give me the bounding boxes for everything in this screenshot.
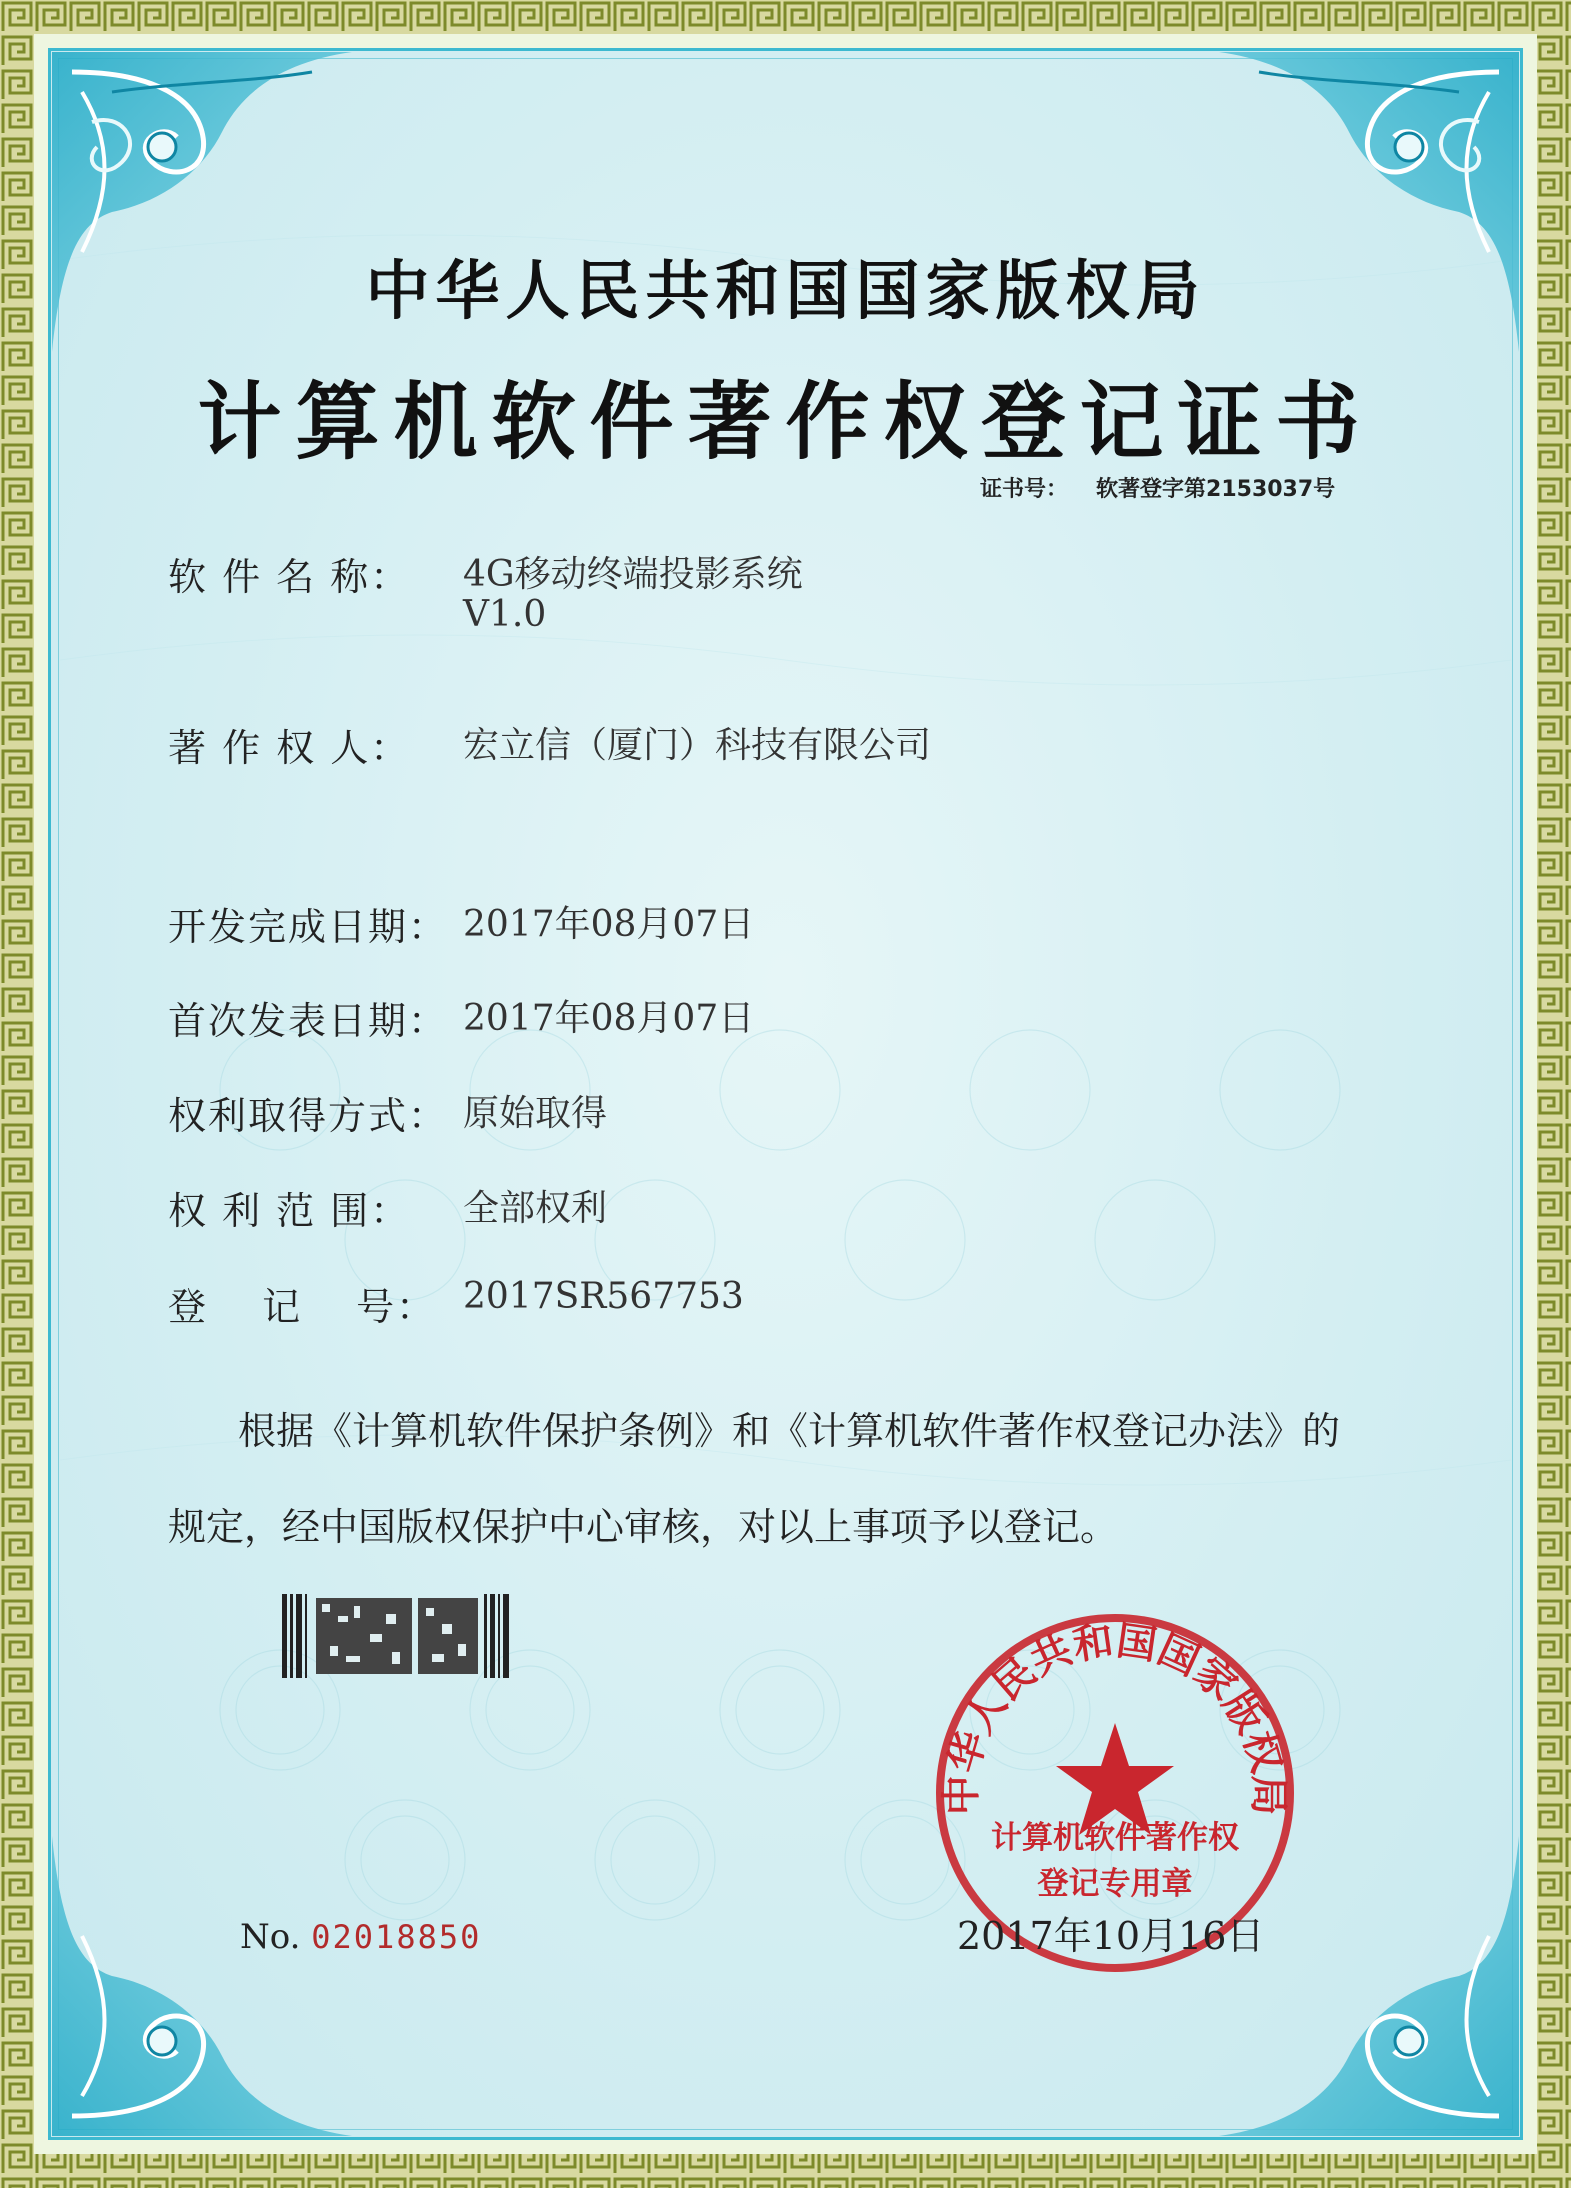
owner-value: 宏立信（厦门）科技有限公司	[463, 725, 932, 766]
statement-line-2: 规定，经中国版权保护中心审核，对以上事项予以登记。	[168, 1505, 1119, 1549]
serial-number	[240, 1917, 481, 1957]
barcode-icon	[282, 1594, 512, 1678]
pub-date-label: 首次发表日期：	[168, 999, 449, 1043]
issue-date: 2017年10月16日	[957, 1914, 1265, 1958]
owner-label: 著 作 权 人：	[168, 726, 411, 770]
scope-label: 权 利 范 围：	[168, 1189, 411, 1233]
pub-date-value: 2017年08月07日	[463, 998, 755, 1039]
software-name-label: 软 件 名 称：	[168, 555, 411, 599]
dev-date-value: 2017年08月07日	[463, 904, 755, 945]
certificate-title: 计算机软件著作权登记证书	[197, 372, 1374, 471]
serial-label: No.	[240, 1917, 301, 1957]
scope-value: 全部权利	[463, 1188, 608, 1229]
seal-line-1: 计算机软件著作权	[991, 1820, 1239, 1856]
cert-number-label: 证书号：	[980, 477, 1069, 502]
software-name-value: 4G移动终端投影系统	[463, 554, 803, 595]
acquire-row	[168, 1085, 607, 1140]
cert-number-value: 软著登字第2153037号	[1096, 477, 1336, 502]
registration-row	[168, 1276, 744, 1331]
software-name-row	[168, 546, 803, 601]
registration-value: 2017SR567753	[463, 1276, 744, 1317]
pub-date-row	[168, 990, 754, 1045]
statement-line-1: 根据《计算机软件保护条例》和《计算机软件著作权登记办法》的	[238, 1409, 1341, 1453]
acquire-value: 原始取得	[463, 1093, 608, 1134]
registration-label: 登 记 号：	[168, 1285, 437, 1329]
serial-value: 02018850	[311, 1918, 482, 1956]
software-version: V1.0	[463, 594, 547, 635]
owner-row	[168, 717, 931, 772]
dev-date-label: 开发完成日期：	[168, 905, 449, 949]
corner-ornament-icon	[52, 1836, 352, 2136]
seal-ring-text: 中华人民共和国国家版权局	[938, 1617, 1292, 1816]
acquire-label: 权利取得方式：	[168, 1094, 449, 1138]
seal-line-2: 登记专用章	[1037, 1866, 1193, 1902]
certificate-number	[980, 472, 1335, 503]
scope-row	[168, 1180, 607, 1235]
issuer-title: 中华人民共和国国家版权局	[365, 254, 1206, 329]
dev-date-row	[168, 896, 754, 951]
